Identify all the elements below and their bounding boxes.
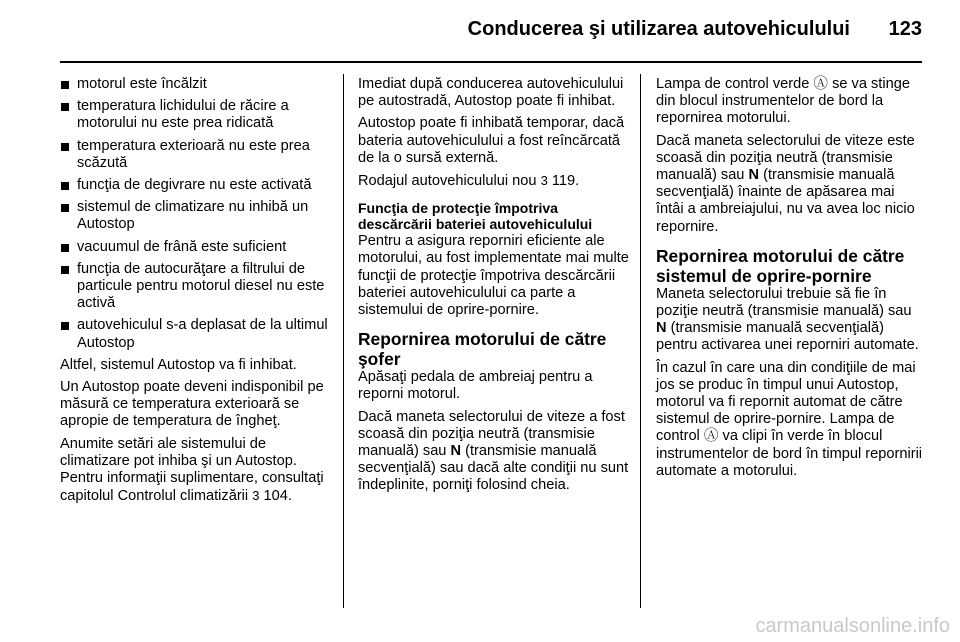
gear-n-label: N bbox=[748, 167, 760, 184]
section-heading-system-restart: Repornirea motorului de către sistemul de oprire-pornire bbox=[656, 245, 905, 286]
paragraph: Lampa de control verde Ⓐ se va stinge din blocul instrumentelor de bord la repornirea motorului. bbox=[656, 76, 910, 127]
gear-n-label: N bbox=[450, 443, 462, 460]
list-item: motorul este încălzit bbox=[60, 76, 328, 93]
list-item: funcţia de degivrare nu este activată bbox=[60, 177, 328, 194]
list-item: autovehiculul s-a deplasat de la ultimul Autostop bbox=[60, 317, 328, 351]
paragraph: Autostop poate fi inhibată temporar, dacă bateria autovehiculului a fost reîncărcată de la o sursă externă. bbox=[358, 115, 625, 166]
page-reference-link[interactable]: 119. bbox=[551, 173, 580, 190]
column-2 bbox=[358, 76, 630, 500]
list-item: vacuumul de frână este suficient bbox=[60, 239, 328, 256]
paragraph: Dacă maneta selectorului de viteze a fost scoasă din poziţia neutră (transmisie manuală) sau N (transmisie manuală secvenţială) sau dacă alte condiţii nu sunt îndeplinite, porniţi folosind cheia. bbox=[358, 408, 629, 494]
column-divider-1 bbox=[343, 74, 344, 608]
paragraph: Apăsaţi pedala de ambreiaj pentru a reporni motorul. bbox=[358, 369, 593, 403]
watermark: carmanualsonline.info bbox=[755, 615, 950, 637]
paragraph: Anumite setări ale sistemului de climatizare pot inhiba şi un Autostop. Pentru informaţii suplimentare, consultaţi capitolul Controlul climatizării 3 104. bbox=[60, 435, 324, 505]
paragraph: Dacă maneta selectorului de viteze este scoasă din poziţia neutră (transmisie manuală) sau N (transmisie manuală secvenţială) înainte de apăsarea mai întâi a ambreiajului, nu va avea loc nicio repornire. bbox=[656, 132, 915, 235]
column-1 bbox=[60, 76, 328, 510]
paragraph: Un Autostop poate deveni indisponibil pe măsură ce temperatura exterioară se apropie de temperatura de îngheţ. bbox=[60, 379, 324, 430]
header-divider bbox=[60, 61, 922, 63]
list-item: sistemul de climatizare nu inhibă un Autostop bbox=[60, 199, 328, 233]
column-divider-2 bbox=[640, 74, 641, 608]
page-reference-link[interactable]: 104. bbox=[263, 488, 292, 505]
list-item: temperatura lichidului de răcire a motorului nu este prea ridicată bbox=[60, 98, 328, 132]
conditions-list bbox=[60, 76, 328, 352]
autostop-icon: Ⓐ bbox=[703, 428, 719, 445]
page-reference-icon: 3 bbox=[252, 488, 260, 504]
subheading-battery-protection: Funcţia de protecţie împotriva descărcării bateriei autovehiculului bbox=[358, 200, 593, 233]
page-header bbox=[0, 0, 960, 62]
list-item: funcţia de autocurăţare a filtrului de particule pentru motorul diesel nu este activă bbox=[60, 261, 328, 313]
paragraph: Imediat după conducerea autovehiculului pe autostradă, Autostop poate fi inhibat. bbox=[358, 76, 624, 110]
page-reference-icon: 3 bbox=[540, 173, 548, 189]
paragraph: Rodajul autovehiculului nou 3 119. bbox=[358, 173, 580, 190]
section-heading-driver-restart: Repornirea motorului de către şofer bbox=[358, 329, 607, 370]
list-item: temperatura exterioară nu este prea scăzută bbox=[60, 138, 328, 172]
paragraph: Altfel, sistemul Autostop va fi inhibat. bbox=[60, 356, 297, 373]
page-title: Conducerea şi utilizarea autovehiculului bbox=[467, 18, 850, 40]
paragraph: În cazul în care una din condiţiile de mai jos se produc în timpul unui Autostop, motorul va fi repornit automat de către sistemul de oprire-pornire. Lampa de control Ⓐ va clipi în verde în blocul instrumentelor de bord în timpul repornirii automate a motorului. bbox=[656, 359, 923, 479]
paragraph: Pentru a asigura reporniri eficiente ale motorului, au fost implementate mai multe funcţii de protecţie împotriva descărcării bateriei autovehiculului ca parte a sistemului de oprire-pornire. bbox=[358, 233, 629, 319]
gear-n-label: N bbox=[656, 320, 667, 337]
column-3 bbox=[656, 76, 924, 485]
page-number: 123 bbox=[888, 18, 922, 40]
paragraph: Maneta selectorului trebuie să fie în poziţie neutră (transmisie manuală) sau N (transmisie manuală secvenţială) pentru activarea unei reporniri automate. bbox=[656, 285, 919, 354]
autostop-icon: Ⓐ bbox=[813, 76, 828, 92]
